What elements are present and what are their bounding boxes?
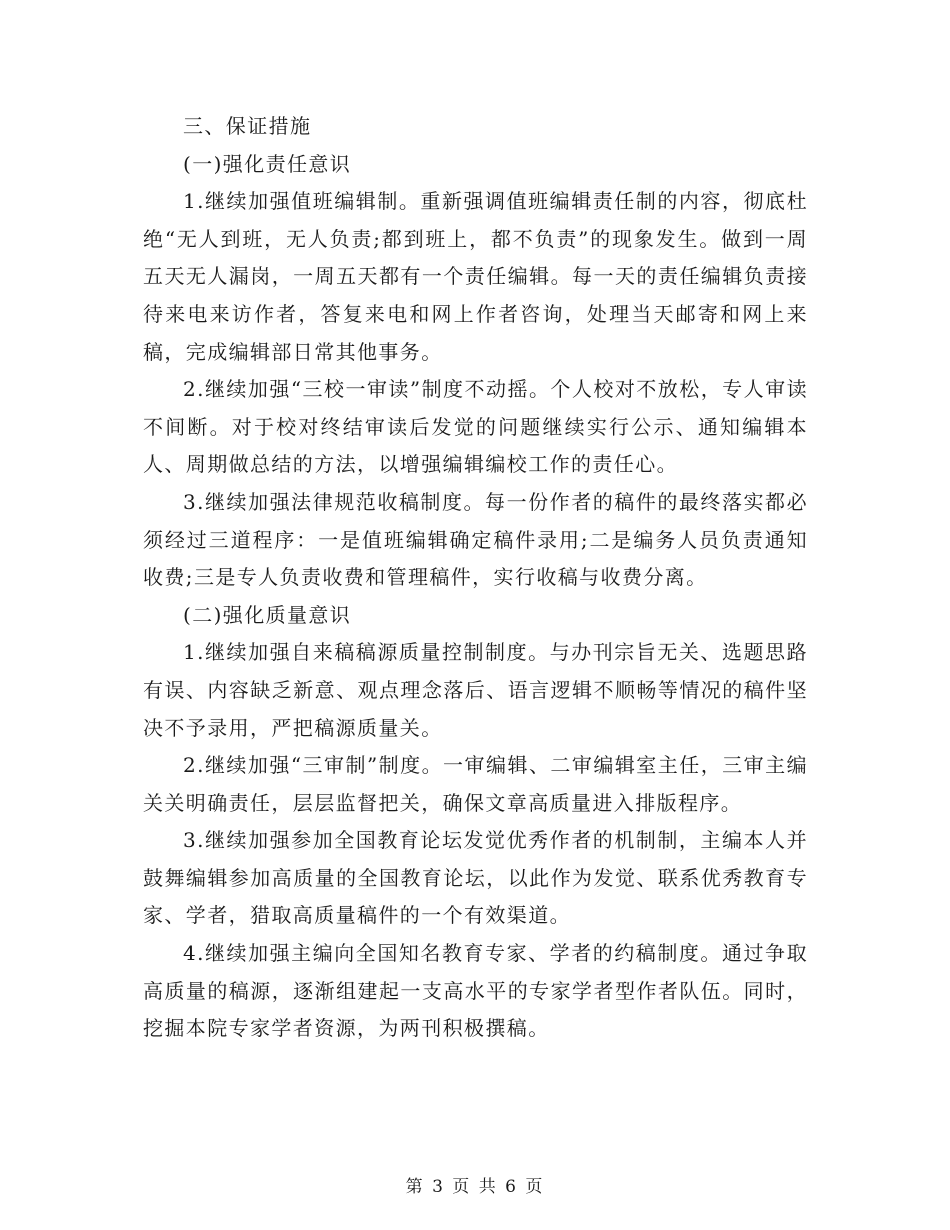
paragraph: 2.继续加强“三校一审读”制度不动摇。个人校对不放松，专人审读不间断。对于校对终结审读后发觉的问题继续实行公示、通知编辑本人、周期做总结的方法，以增强编辑编校工作的责任心。 — [143, 377, 808, 477]
section-heading: 三、保证措施 — [183, 114, 312, 138]
paragraph: 3.继续加强法律规范收稿制度。每一份作者的稿件的最终落实都必须经过三道程序：一是值班编辑确定稿件录用;二是编务人员负责通知收费;三是专人负责收费和管理稿件，实行收稿与收费分离。 — [143, 489, 808, 590]
page-number: 第 3 页 共 6 页 — [405, 1177, 545, 1197]
paragraph: 1.继续加强值班编辑制。重新强调值班编辑责任制的内容，彻底杜绝“无人到班，无人负责;都到班上，都不负责”的现象发生。做到一周五天无人漏岗，一周五天都有一个责任编辑。每一天的责任编辑负责接待来电来访作者，答复来电和网上作者咨询，处理当天邮寄和网上来稿，完成编辑部日常其他事务。 — [143, 189, 808, 364]
subsection-heading-quality: (二)强化质量意识 — [183, 602, 352, 627]
subsection-heading-responsibility: (一)强化责任意识 — [183, 151, 352, 176]
paragraph: 3.继续加强参加全国教育论坛发觉优秀作者的机制制，主编本人并鼓舞编辑参加高质量的全国教育论坛，以此作为发觉、联系优秀教育专家、学者，猎取高质量稿件的一个有效渠道。 — [143, 828, 808, 928]
document-body — [143, 108, 808, 1048]
paragraph: 1.继续加强自来稿稿源质量控制制度。与办刊宗旨无关、选题思路有误、内容缺乏新意、观点理念落后、语言逻辑不顺畅等情况的稿件坚决不予录用，严把稿源质量关。 — [143, 640, 808, 740]
paragraph: 4.继续加强主编向全国知名教育专家、学者的约稿制度。通过争取高质量的稿源，逐渐组建起一支高水平的专家学者型作者队伍。同时，挖掘本院专家学者资源，为两刊积极撰稿。 — [143, 941, 808, 1041]
paragraph: 2.继续加强“三审制”制度。一审编辑、二审编辑室主任，三审主编关关明确责任，层层监督把关，确保文章高质量进入排版程序。 — [143, 753, 808, 815]
